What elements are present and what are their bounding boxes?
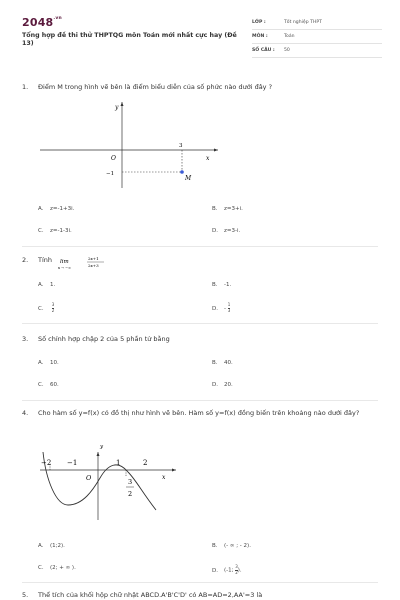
fraction-numerator: 3 [235, 564, 238, 569]
question-text: Thể tích của khối hộp chữ nhật ABCD.A'B'C'D' có AB=AD=2,AA'=3 là [38, 591, 263, 599]
question-text: Cho hàm số y=f(x) có đồ thị như hình vẽ bên. Hàm số y=f(x) đồng biến trên khoảng nào dưới đây? [38, 409, 360, 417]
option-b[interactable]: B. z=3+i. [212, 206, 243, 212]
x-axis-arrow [214, 149, 218, 152]
y-tick-label: −1 [106, 171, 115, 177]
meta-row-count [252, 44, 382, 58]
function-graph-figure [38, 444, 178, 522]
logo-suffix: .vn [53, 16, 62, 21]
x-axis-arrow [172, 469, 176, 472]
meta-value: Tốt nghiệp THPT [284, 20, 322, 25]
fraction-numerator: 3 [51, 302, 55, 307]
complex-plane-figure [40, 100, 220, 190]
axis-label: −2 [41, 459, 52, 467]
option-d[interactable]: D. - $\frac{1}{3}$ [212, 302, 231, 313]
option-c[interactable]: C. $\frac{3}{2}$ [38, 302, 55, 313]
lim-subscript: x → −∞ [58, 266, 71, 270]
x-axis-label: x [162, 474, 166, 481]
x-axis-label: x [206, 155, 210, 162]
meta-key: LỚP : [252, 20, 266, 25]
limit-numerator: 2x+1 [88, 256, 99, 261]
option-b[interactable]: B. (- ∞ ; - 2). [212, 543, 251, 549]
question-number: 1. [22, 83, 29, 91]
divider [22, 246, 378, 247]
option-b[interactable]: B. -1. [212, 282, 232, 288]
axis-label: 2 [143, 459, 148, 467]
y-axis-arrow [97, 452, 100, 456]
meta-key: MÔN : [252, 34, 268, 39]
option-a[interactable]: A. 1. [38, 282, 56, 288]
question-text: Điểm M trong hình vẽ bên là điểm biểu diễn của số phức nào dưới đây ? [38, 83, 273, 91]
option-a[interactable]: A. 10. [38, 360, 59, 366]
document-title: Tổng hợp đề thi thử THPTQG môn Toán mới nhất cực hay (Đề 13) [22, 32, 237, 47]
x-tick-label: 3 [179, 143, 183, 149]
question-text: Tính [38, 256, 53, 264]
site-logo[interactable]: $2048^{.vn}$ [22, 16, 62, 29]
meta-row-class [252, 16, 382, 30]
question-number: 4. [22, 409, 29, 417]
fraction-denominator: 3 [227, 307, 231, 313]
fraction-denominator: 2 [51, 307, 55, 313]
option-d[interactable]: D. z=3-i. [212, 228, 241, 234]
question-number: 5. [22, 591, 29, 599]
lim-label: lim [60, 259, 69, 265]
point-m [180, 170, 184, 174]
meta-key: SỐ CÂU : [252, 48, 275, 53]
question-text: Số chỉnh hợp chập 2 của 5 phần tử bằng [38, 335, 170, 343]
meta-row-subject [252, 30, 382, 44]
meta-value: Toán [284, 34, 295, 39]
axis-label: −1 [67, 459, 78, 467]
option-d[interactable]: D. 20. [212, 382, 233, 388]
origin-label: O [86, 474, 92, 482]
fraction-denominator: 2 [128, 490, 133, 498]
option-d[interactable]: D. (-1; $\frac{3}{2}$ ). [212, 564, 242, 575]
axis-label: 1 [116, 459, 121, 467]
limit-expression [58, 252, 128, 272]
option-a[interactable]: A. z=-1+3i. [38, 206, 75, 212]
y-axis-arrow [121, 102, 124, 106]
fraction-numerator: 3 [128, 478, 133, 486]
divider [22, 582, 378, 583]
fraction-numerator: 1 [227, 302, 231, 307]
origin-label: O [111, 155, 116, 162]
y-axis-label: y [100, 444, 104, 450]
option-b[interactable]: B. 40. [212, 360, 233, 366]
option-c[interactable]: C. 60. [38, 382, 59, 388]
question-number: 3. [22, 335, 29, 343]
option-c[interactable]: C. (2; + ∞ ). [38, 565, 76, 571]
option-c[interactable]: C. z=-1-3i. [38, 228, 72, 234]
point-label: M [185, 175, 192, 182]
question-number: 2. [22, 256, 29, 264]
divider [22, 400, 378, 401]
exam-meta-panel [252, 16, 382, 58]
function-curve [43, 452, 156, 510]
option-a[interactable]: A. (1;2). [38, 543, 65, 549]
limit-denominator: 2x+3 [88, 263, 99, 268]
meta-value: 50 [284, 48, 290, 53]
y-axis-label: y [115, 104, 119, 111]
divider [22, 323, 378, 324]
fraction-denominator: 2 [235, 569, 238, 575]
